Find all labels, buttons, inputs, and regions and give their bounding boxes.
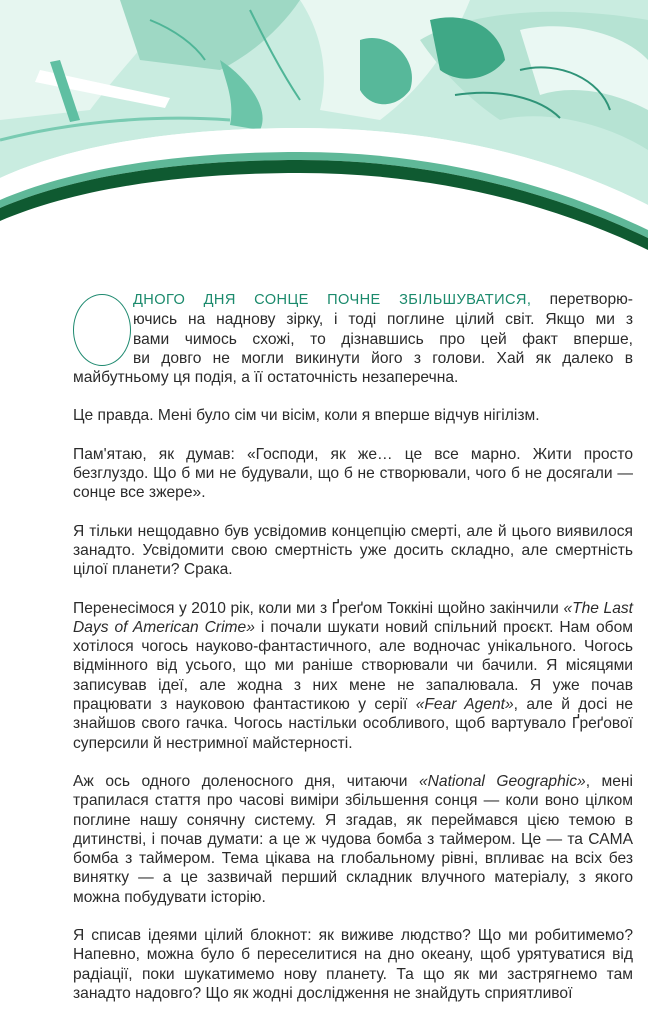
- book-title-last-days: «The Last Days of American Crime»: [73, 599, 633, 636]
- lead-paragraph: ДНОГО ДНЯ СОНЦЕ ПОЧНЕ ЗБІЛЬШУВАТИСЯ, перетворю- ючись на наднову зірку, і тоді поглине цілий світ. Якщо ми з вами чимось схожі, то дізнавшись про цей факт вперше, ви довго не могли викинути його з голови. Хай як далеко в майбутньому ця подія, а її остаточність незаперечна.: [73, 291, 634, 387]
- dropcap-o-icon: [73, 294, 131, 366]
- paragraph-6: Аж ось одного доленосного дня, читаючи «National Geographic», мені трапилася стаття про часові виміри збільшення сонця — коли воно цілком поглине нашу сонячну систему. Я згадав, як переймався цією темою в дитинстві, і почав думати: а це ж чудова бомба з таймером. Це — та САМА бомба з таймером. Тема цікава на глобальному рівні, впливає на всіх без винятку — а це зазвичай перший складник влучного матеріалу, з якого можна побудувати історію.: [73, 772, 634, 906]
- magazine-title: «National Geographic»: [418, 772, 586, 790]
- comic-illustration-icon: [0, 0, 648, 250]
- paragraph-5: Перенесімося у 2010 рік, коли ми з Ґреґом Токкіні щойно закінчили «The Last Days of American Crime» і почали шукати новий спільний проєкт. Нам обом хотілося чогось науково-фантастичного, але водночас унікального. Чогось відмінного від усього, що ми раніше створювали чи бачили. Я місяцями записував ідеї, але жодна з них мене не запалювала. Я уже почав працювати з науковою фантастикою у серії «Fear Agent», але й досі не знайшов свого гачка. Чогось настільки особливого, щоб вартувало Ґреґової суперсили й нестримної майстерності.: [73, 599, 633, 752]
- header-illustration: [0, 0, 648, 250]
- lead-line-2: ючись на наднову зірку, і тоді поглине цілий світ. Якщо ми з: [133, 311, 633, 329]
- article-body: [73, 290, 633, 1022]
- paragraph-3: Пам'ятаю, як думав: «Господи, як же… це все марно. Жити просто безглуздо. Що б ми не будували, що б не створювали, чого б не досягали — сонце все зжере».: [73, 445, 633, 502]
- paragraph-2: Це правда. Мені було сім чи вісім, коли я вперше відчув нігілізм.: [73, 407, 540, 425]
- paragraph-4: Я тільки нещодавно був усвідомив концепцію смерті, але й цього виявилося занадто. Усвідомити свою смертність уже досить складно, але смертність цілої планети? Срака.: [73, 522, 633, 579]
- lead-line-4: ви довго не могли викинути його з голови. Хай як далеко в: [133, 349, 633, 367]
- lead-caps: ДНОГО ДНЯ СОНЦЕ ПОЧНЕ ЗБІЛЬШУВАТИСЯ,: [133, 292, 532, 308]
- lead-line-3: вами чимось схожі, то дізнавшись про цей факт вперше,: [133, 330, 633, 348]
- book-title-fear-agent: «Fear Agent»: [415, 696, 514, 714]
- lead-line-5: майбутньому ця подія, а її остаточність незаперечна.: [73, 369, 459, 387]
- paragraph-7: Я списав ідеями цілий блокнот: як виживе людство? Що ми робитимемо? Напевно, можна було б переселитися на дно океану, щоб урятуватися від радіації, поки шукатимемо нову планету. Та що як ми застрягнемо там занадто надовго? Що як жодні дослідження не знайдуть сприятливої: [73, 927, 633, 1002]
